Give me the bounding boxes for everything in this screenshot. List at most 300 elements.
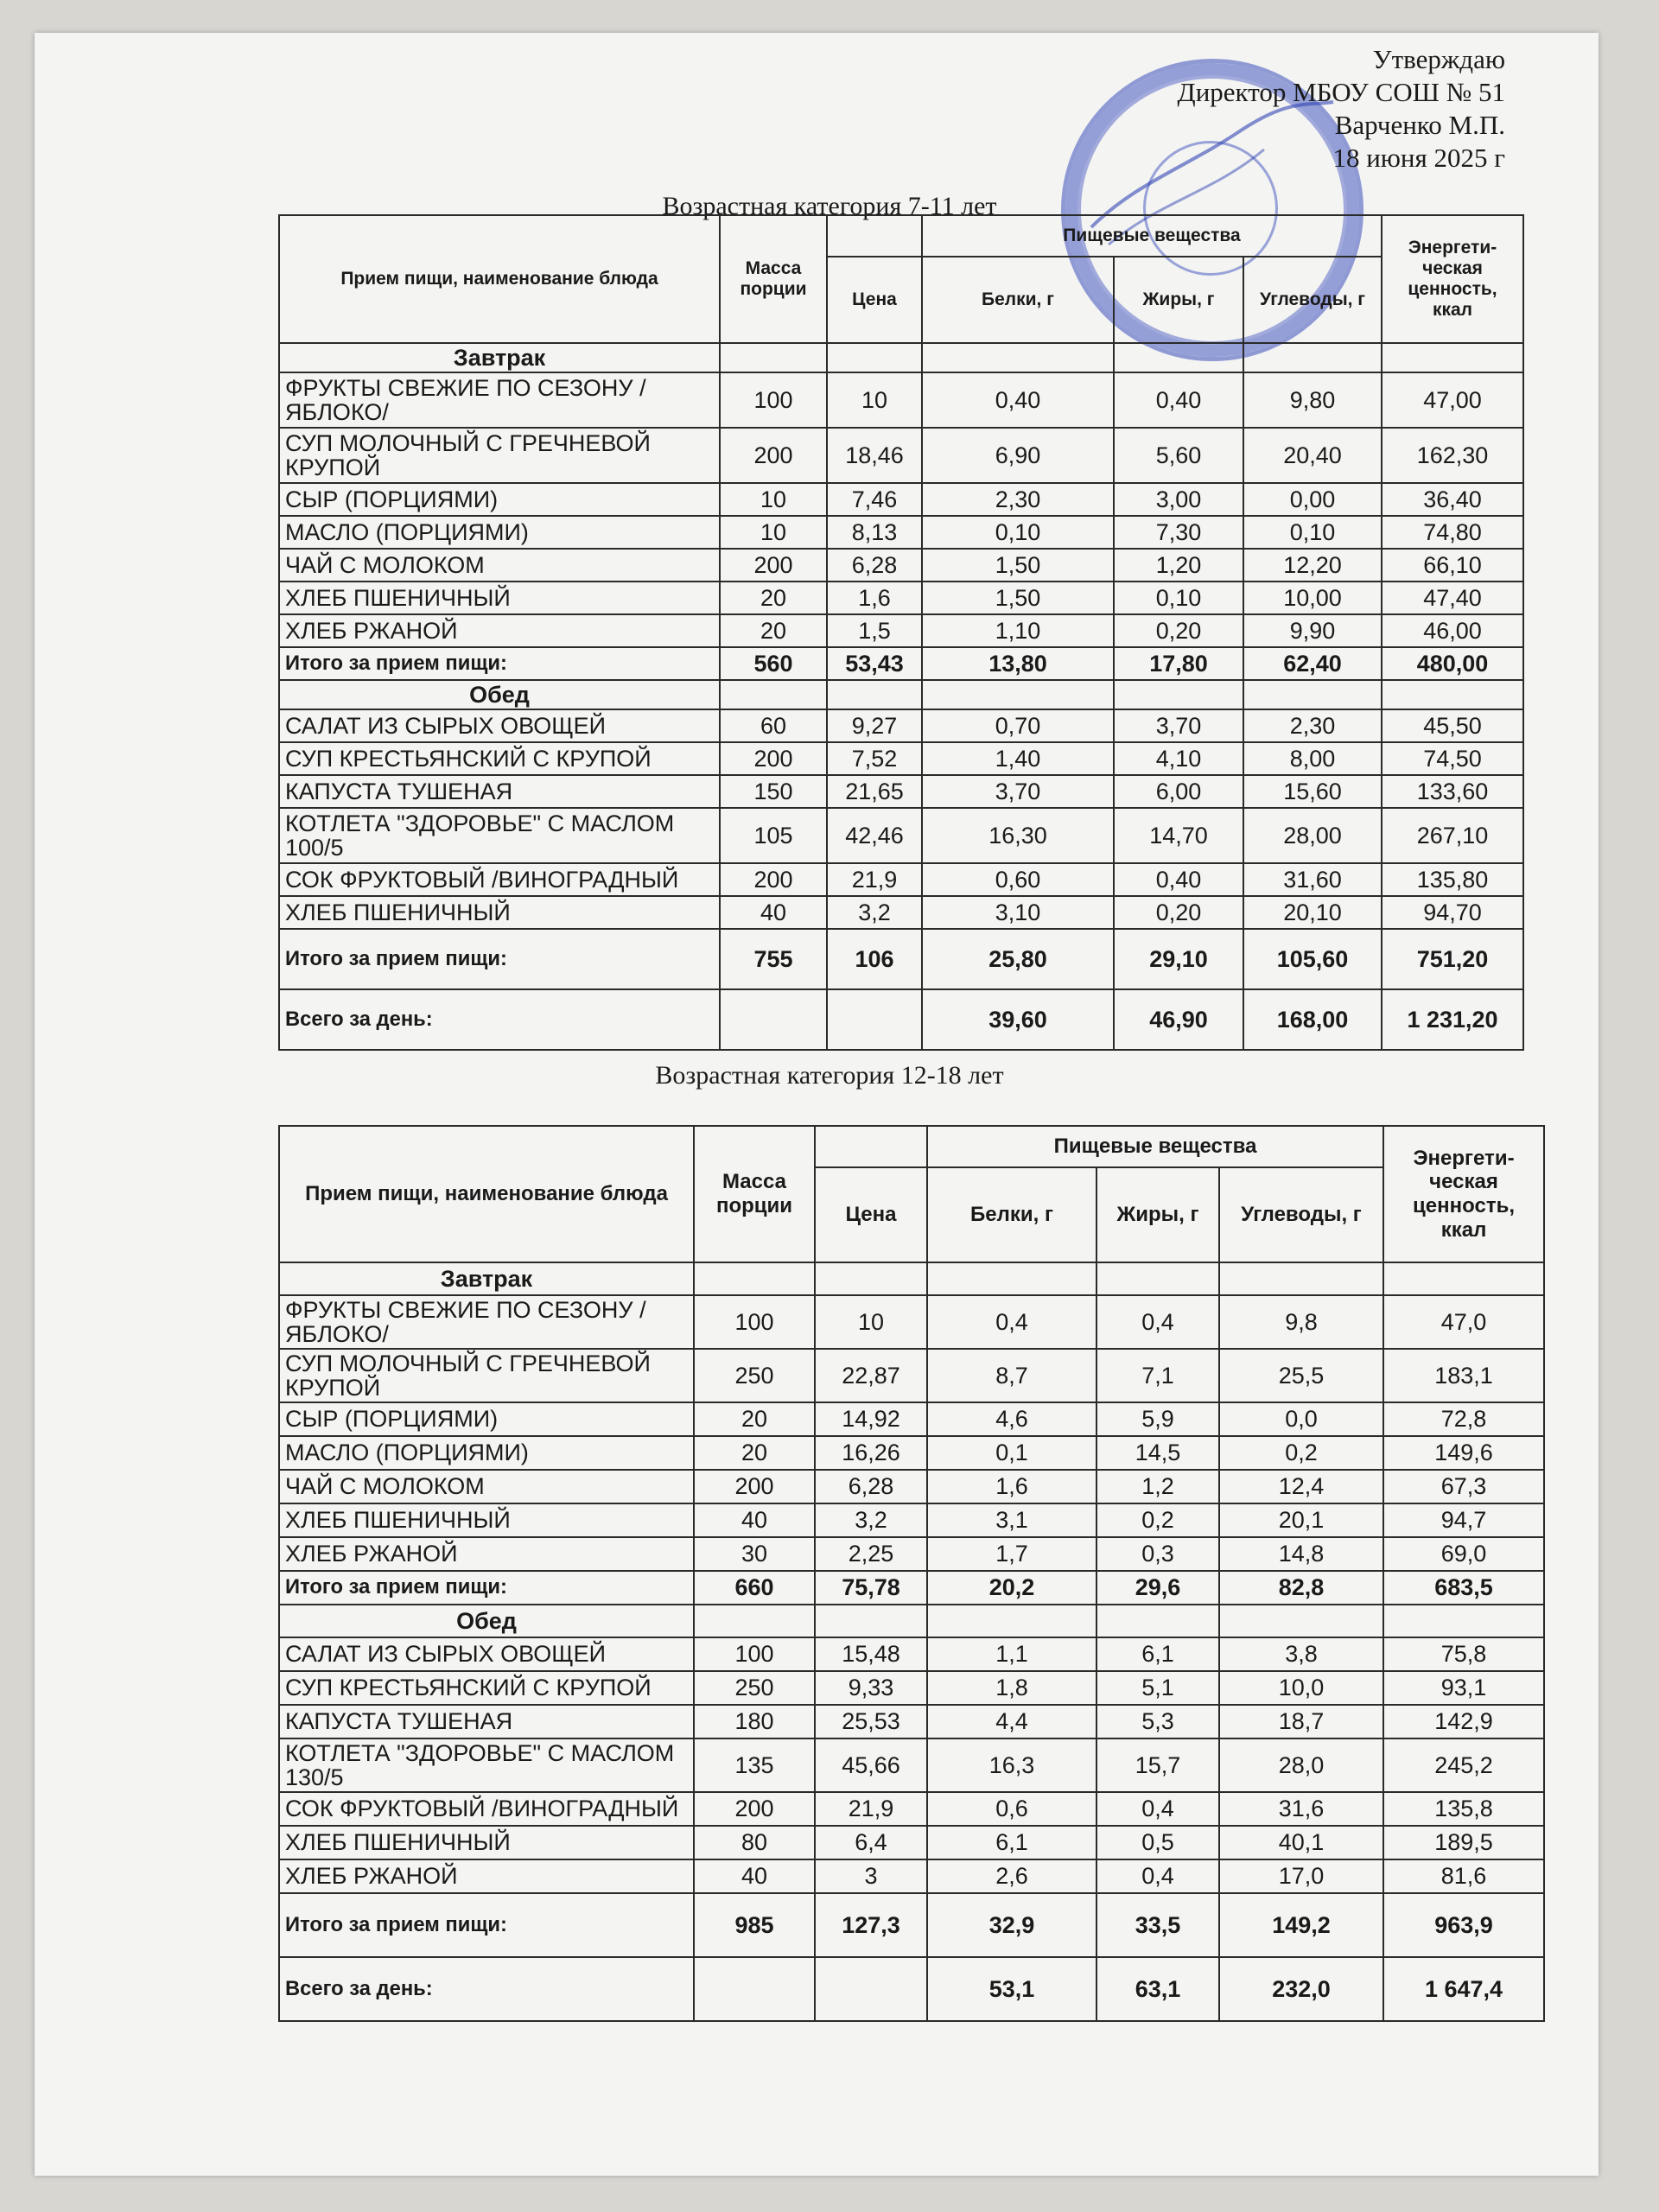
empty-cell [815, 1605, 927, 1637]
header-energy: Энергети-ческая ценность, ккал [1382, 215, 1523, 343]
empty-cell [815, 1262, 927, 1295]
cell-protein: 20,2 [927, 1571, 1096, 1605]
cell-carbs: 9,90 [1243, 614, 1382, 647]
cell-mass: 80 [694, 1826, 815, 1859]
cell-mass [694, 1957, 815, 2021]
cell-energy: 133,60 [1382, 775, 1523, 808]
cell-energy: 94,7 [1383, 1503, 1544, 1537]
cell-fat: 15,7 [1096, 1738, 1219, 1792]
dish-row [279, 1295, 1544, 1349]
cell-price: 1,5 [827, 614, 922, 647]
meal-section-title: Обед [279, 1605, 694, 1637]
cell-protein: 0,60 [922, 863, 1114, 896]
cell-protein: 0,10 [922, 516, 1114, 549]
cell-price: 3,2 [827, 896, 922, 929]
cell-price [827, 989, 922, 1050]
cell-carbs: 168,00 [1243, 989, 1382, 1050]
dish-row [279, 372, 1523, 428]
dish-row [279, 516, 1523, 549]
dish-row [279, 775, 1523, 808]
cell-fat: 46,90 [1114, 989, 1243, 1050]
cell-energy: 751,20 [1382, 929, 1523, 989]
dish-row [279, 614, 1523, 647]
cell-carbs: 82,8 [1219, 1571, 1383, 1605]
cell-fat: 0,40 [1114, 863, 1243, 896]
cell-mass: 105 [720, 808, 827, 863]
cell-carbs: 9,80 [1243, 372, 1382, 428]
header-mass: Масса порции [720, 215, 827, 343]
day-total-row [279, 989, 1523, 1050]
empty-cell [1383, 1605, 1544, 1637]
cell-mass: 20 [720, 582, 827, 614]
cell-protein: 0,1 [927, 1436, 1096, 1470]
dish-row [279, 1503, 1544, 1537]
cell-fat: 14,70 [1114, 808, 1243, 863]
cell-energy: 480,00 [1382, 647, 1523, 680]
cell-name: МАСЛО (ПОРЦИЯМИ) [279, 1436, 694, 1470]
cell-price: 6,28 [815, 1470, 927, 1503]
dish-row [279, 483, 1523, 516]
cell-fat: 3,00 [1114, 483, 1243, 516]
empty-cell [1383, 1262, 1544, 1295]
cell-fat: 0,20 [1114, 614, 1243, 647]
cell-mass: 20 [694, 1436, 815, 1470]
header-name: Прием пищи, наименование блюда [279, 215, 720, 343]
cell-carbs: 232,0 [1219, 1957, 1383, 2021]
cell-energy: 47,40 [1382, 582, 1523, 614]
dish-row [279, 709, 1523, 742]
cell-energy: 67,3 [1383, 1470, 1544, 1503]
category-title-7-11: Возрастная категория 7-11 лет [662, 192, 997, 220]
cell-carbs: 25,5 [1219, 1349, 1383, 1402]
menu-body-12-18 [279, 1262, 1544, 2021]
approval-position: Директор МБОУ СОШ № 51 [1177, 77, 1505, 107]
cell-name: ХЛЕБ РЖАНОЙ [279, 614, 720, 647]
cell-mass: 40 [694, 1859, 815, 1893]
cell-name: ХЛЕБ ПШЕНИЧНЫЙ [279, 1826, 694, 1859]
cell-protein: 1,7 [927, 1537, 1096, 1571]
cell-price: 8,13 [827, 516, 922, 549]
header-blank [827, 215, 922, 257]
category-title-12-18: Возрастная категория 12-18 лет [655, 1061, 1004, 1090]
cell-energy: 72,8 [1383, 1402, 1544, 1436]
cell-carbs: 20,1 [1219, 1503, 1383, 1537]
cell-protein: 2,30 [922, 483, 1114, 516]
cell-energy: 74,80 [1382, 516, 1523, 549]
cell-energy: 47,00 [1382, 372, 1523, 428]
cell-protein: 2,6 [927, 1859, 1096, 1893]
cell-price: 16,26 [815, 1436, 927, 1470]
meal-section-row [279, 1605, 1544, 1637]
cell-name: САЛАТ ИЗ СЫРЫХ ОВОЩЕЙ [279, 709, 720, 742]
approval-signatory: Варченко М.П. [1334, 110, 1505, 140]
day-total-row [279, 1957, 1544, 2021]
cell-name: СЫР (ПОРЦИЯМИ) [279, 483, 720, 516]
cell-carbs: 0,0 [1219, 1402, 1383, 1436]
menu-table-12-18 [278, 1125, 1545, 2022]
cell-price: 6,28 [827, 549, 922, 582]
cell-carbs: 62,40 [1243, 647, 1382, 680]
cell-mass: 200 [720, 742, 827, 775]
empty-cell [1382, 680, 1523, 709]
cell-energy: 69,0 [1383, 1537, 1544, 1571]
meal-section-row [279, 680, 1523, 709]
empty-cell [1243, 343, 1382, 372]
meal-total-row [279, 647, 1523, 680]
cell-fat: 14,5 [1096, 1436, 1219, 1470]
cell-name: МАСЛО (ПОРЦИЯМИ) [279, 516, 720, 549]
cell-price: 75,78 [815, 1571, 927, 1605]
cell-protein: 1,1 [927, 1637, 1096, 1671]
header-price: Цена [827, 257, 922, 343]
header-fat: Жиры, г [1114, 257, 1243, 343]
cell-name: ФРУКТЫ СВЕЖИЕ ПО СЕЗОНУ /ЯБЛОКО/ [279, 1295, 694, 1349]
cell-energy: 66,10 [1382, 549, 1523, 582]
dish-row [279, 549, 1523, 582]
cell-carbs: 0,2 [1219, 1436, 1383, 1470]
dish-row [279, 1705, 1544, 1738]
cell-protein: 16,30 [922, 808, 1114, 863]
cell-energy: 74,50 [1382, 742, 1523, 775]
empty-cell [922, 680, 1114, 709]
dish-row [279, 863, 1523, 896]
cell-name: ХЛЕБ РЖАНОЙ [279, 1537, 694, 1571]
header-name: Прием пищи, наименование блюда [279, 1126, 694, 1262]
cell-protein: 1,40 [922, 742, 1114, 775]
cell-name: ЧАЙ С МОЛОКОМ [279, 549, 720, 582]
cell-mass: 100 [694, 1637, 815, 1671]
cell-energy: 963,9 [1383, 1893, 1544, 1957]
cell-fat: 7,30 [1114, 516, 1243, 549]
cell-protein: 53,1 [927, 1957, 1096, 2021]
meal-total-row [279, 1571, 1544, 1605]
cell-mass [720, 989, 827, 1050]
cell-price: 7,46 [827, 483, 922, 516]
cell-fat: 6,1 [1096, 1637, 1219, 1671]
empty-cell [1219, 1605, 1383, 1637]
cell-energy: 94,70 [1382, 896, 1523, 929]
cell-fat: 17,80 [1114, 647, 1243, 680]
approval-line: Утверждаю [1372, 44, 1505, 74]
cell-name: КОТЛЕТА "ЗДОРОВЬЕ" С МАСЛОМ 130/5 [279, 1738, 694, 1792]
cell-name: СОК ФРУКТОВЫЙ /ВИНОГРАДНЫЙ [279, 1792, 694, 1826]
dish-row [279, 1537, 1544, 1571]
cell-price: 10 [827, 372, 922, 428]
cell-name: СУП МОЛОЧНЫЙ С ГРЕЧНЕВОЙ КРУПОЙ [279, 428, 720, 483]
cell-protein: 0,6 [927, 1792, 1096, 1826]
cell-energy: 75,8 [1383, 1637, 1544, 1671]
cell-carbs: 105,60 [1243, 929, 1382, 989]
cell-mass: 985 [694, 1893, 815, 1957]
cell-protein: 25,80 [922, 929, 1114, 989]
cell-mass: 60 [720, 709, 827, 742]
cell-carbs: 31,6 [1219, 1792, 1383, 1826]
cell-carbs: 2,30 [1243, 709, 1382, 742]
cell-fat: 7,1 [1096, 1349, 1219, 1402]
cell-carbs: 8,00 [1243, 742, 1382, 775]
cell-protein: 6,1 [927, 1826, 1096, 1859]
cell-protein: 16,3 [927, 1738, 1096, 1792]
cell-mass: 20 [694, 1402, 815, 1436]
cell-price: 22,87 [815, 1349, 927, 1402]
empty-cell [1114, 680, 1243, 709]
meal-section-title: Завтрак [279, 1262, 694, 1295]
header-price: Цена [815, 1167, 927, 1262]
cell-price: 3,2 [815, 1503, 927, 1537]
cell-price: 25,53 [815, 1705, 927, 1738]
dish-row [279, 1859, 1544, 1893]
cell-energy: 267,10 [1382, 808, 1523, 863]
cell-energy: 149,6 [1383, 1436, 1544, 1470]
cell-price: 106 [827, 929, 922, 989]
cell-price: 53,43 [827, 647, 922, 680]
cell-energy: 93,1 [1383, 1671, 1544, 1705]
dish-row [279, 808, 1523, 863]
cell-protein: 3,1 [927, 1503, 1096, 1537]
cell-carbs: 12,4 [1219, 1470, 1383, 1503]
header-nutrients: Пищевые вещества [922, 215, 1382, 257]
cell-energy: 81,6 [1383, 1859, 1544, 1893]
cell-carbs: 20,10 [1243, 896, 1382, 929]
cell-name: СЫР (ПОРЦИЯМИ) [279, 1402, 694, 1436]
menu-table-7-11 [278, 214, 1524, 1051]
cell-energy: 162,30 [1382, 428, 1523, 483]
cell-fat: 5,60 [1114, 428, 1243, 483]
meal-total-row [279, 1893, 1544, 1957]
cell-energy: 683,5 [1383, 1571, 1544, 1605]
header-protein: Белки, г [927, 1167, 1096, 1262]
cell-energy: 135,80 [1382, 863, 1523, 896]
cell-name: Итого за прием пищи: [279, 1893, 694, 1957]
cell-fat: 33,5 [1096, 1893, 1219, 1957]
cell-energy: 189,5 [1383, 1826, 1544, 1859]
meal-section-title: Завтрак [279, 343, 720, 372]
cell-name: СУП МОЛОЧНЫЙ С ГРЕЧНЕВОЙ КРУПОЙ [279, 1349, 694, 1402]
cell-energy: 245,2 [1383, 1738, 1544, 1792]
dish-row [279, 1792, 1544, 1826]
empty-cell [1096, 1262, 1219, 1295]
menu-body-7-11 [279, 343, 1523, 1050]
cell-name: ХЛЕБ РЖАНОЙ [279, 1859, 694, 1893]
cell-carbs: 10,0 [1219, 1671, 1383, 1705]
cell-mass: 200 [720, 549, 827, 582]
cell-protein: 8,7 [927, 1349, 1096, 1402]
dish-row [279, 742, 1523, 775]
empty-cell [694, 1262, 815, 1295]
cell-protein: 4,4 [927, 1705, 1096, 1738]
cell-fat: 63,1 [1096, 1957, 1219, 2021]
cell-name: КАПУСТА ТУШЕНАЯ [279, 1705, 694, 1738]
cell-protein: 6,90 [922, 428, 1114, 483]
cell-mass: 10 [720, 516, 827, 549]
cell-mass: 100 [720, 372, 827, 428]
cell-mass: 135 [694, 1738, 815, 1792]
cell-fat: 29,6 [1096, 1571, 1219, 1605]
empty-cell [1219, 1262, 1383, 1295]
empty-cell [1382, 343, 1523, 372]
approval-block [1178, 43, 1505, 175]
cell-protein: 4,6 [927, 1402, 1096, 1436]
empty-cell [720, 343, 827, 372]
empty-cell [720, 680, 827, 709]
cell-fat: 0,40 [1114, 372, 1243, 428]
header-carbs: Углеводы, г [1243, 257, 1382, 343]
cell-mass: 560 [720, 647, 827, 680]
header-energy: Энергети-ческая ценность, ккал [1383, 1126, 1544, 1262]
cell-fat: 1,20 [1114, 549, 1243, 582]
cell-price: 15,48 [815, 1637, 927, 1671]
meal-section-row [279, 1262, 1544, 1295]
header-carbs: Углеводы, г [1219, 1167, 1383, 1262]
cell-fat: 5,3 [1096, 1705, 1219, 1738]
cell-carbs: 40,1 [1219, 1826, 1383, 1859]
cell-protein: 0,4 [927, 1295, 1096, 1349]
cell-name: ХЛЕБ ПШЕНИЧНЫЙ [279, 1503, 694, 1537]
empty-cell [827, 343, 922, 372]
cell-carbs: 12,20 [1243, 549, 1382, 582]
cell-protein: 1,6 [927, 1470, 1096, 1503]
cell-fat: 0,10 [1114, 582, 1243, 614]
meal-total-row [279, 929, 1523, 989]
meal-section-title: Обед [279, 680, 720, 709]
cell-protein: 1,8 [927, 1671, 1096, 1705]
empty-cell [1096, 1605, 1219, 1637]
cell-carbs: 18,7 [1219, 1705, 1383, 1738]
dish-row [279, 1436, 1544, 1470]
cell-price: 127,3 [815, 1893, 927, 1957]
cell-name: КАПУСТА ТУШЕНАЯ [279, 775, 720, 808]
cell-name: Всего за день: [279, 1957, 694, 2021]
cell-carbs: 28,0 [1219, 1738, 1383, 1792]
cell-price: 7,52 [827, 742, 922, 775]
cell-price: 45,66 [815, 1738, 927, 1792]
cell-fat: 4,10 [1114, 742, 1243, 775]
cell-carbs: 0,00 [1243, 483, 1382, 516]
cell-mass: 180 [694, 1705, 815, 1738]
cell-price: 10 [815, 1295, 927, 1349]
cell-mass: 250 [694, 1671, 815, 1705]
empty-cell [827, 680, 922, 709]
cell-mass: 755 [720, 929, 827, 989]
cell-protein: 1,50 [922, 582, 1114, 614]
cell-energy: 36,40 [1382, 483, 1523, 516]
cell-name: Итого за прием пищи: [279, 929, 720, 989]
cell-fat: 0,20 [1114, 896, 1243, 929]
dish-row [279, 428, 1523, 483]
cell-price: 6,4 [815, 1826, 927, 1859]
cell-mass: 200 [694, 1792, 815, 1826]
dish-row [279, 896, 1523, 929]
cell-energy: 135,8 [1383, 1792, 1544, 1826]
cell-protein: 0,70 [922, 709, 1114, 742]
cell-carbs: 20,40 [1243, 428, 1382, 483]
header-mass: Масса порции [694, 1126, 815, 1262]
cell-fat: 0,2 [1096, 1503, 1219, 1537]
empty-cell [927, 1605, 1096, 1637]
cell-name: ФРУКТЫ СВЕЖИЕ ПО СЕЗОНУ /ЯБЛОКО/ [279, 372, 720, 428]
cell-protein: 32,9 [927, 1893, 1096, 1957]
cell-name: ЧАЙ С МОЛОКОМ [279, 1470, 694, 1503]
dish-row [279, 1402, 1544, 1436]
cell-protein: 1,10 [922, 614, 1114, 647]
cell-fat: 0,5 [1096, 1826, 1219, 1859]
cell-price: 14,92 [815, 1402, 927, 1436]
cell-fat: 3,70 [1114, 709, 1243, 742]
cell-protein: 0,40 [922, 372, 1114, 428]
cell-name: Итого за прием пищи: [279, 647, 720, 680]
dish-row [279, 1671, 1544, 1705]
header-nutrients: Пищевые вещества [927, 1126, 1383, 1167]
cell-price: 21,9 [815, 1792, 927, 1826]
cell-energy: 1 647,4 [1383, 1957, 1544, 2021]
cell-price: 3 [815, 1859, 927, 1893]
cell-mass: 250 [694, 1349, 815, 1402]
dish-row [279, 1738, 1544, 1792]
cell-price: 18,46 [827, 428, 922, 483]
cell-name: СОК ФРУКТОВЫЙ /ВИНОГРАДНЫЙ [279, 863, 720, 896]
cell-protein: 39,60 [922, 989, 1114, 1050]
header-fat: Жиры, г [1096, 1167, 1219, 1262]
cell-carbs: 15,60 [1243, 775, 1382, 808]
approval-date: 18 июня 2025 г [1332, 143, 1505, 173]
cell-fat: 6,00 [1114, 775, 1243, 808]
cell-carbs: 3,8 [1219, 1637, 1383, 1671]
meal-section-row [279, 343, 1523, 372]
cell-energy: 183,1 [1383, 1349, 1544, 1402]
cell-mass: 660 [694, 1571, 815, 1605]
cell-carbs: 28,00 [1243, 808, 1382, 863]
cell-protein: 3,70 [922, 775, 1114, 808]
cell-protein: 13,80 [922, 647, 1114, 680]
cell-energy: 46,00 [1382, 614, 1523, 647]
cell-energy: 1 231,20 [1382, 989, 1523, 1050]
cell-fat: 5,9 [1096, 1402, 1219, 1436]
cell-mass: 100 [694, 1295, 815, 1349]
cell-price [815, 1957, 927, 2021]
cell-carbs: 149,2 [1219, 1893, 1383, 1957]
cell-carbs: 9,8 [1219, 1295, 1383, 1349]
cell-price: 21,65 [827, 775, 922, 808]
cell-fat: 0,4 [1096, 1792, 1219, 1826]
cell-mass: 200 [720, 863, 827, 896]
empty-cell [927, 1262, 1096, 1295]
cell-price: 42,46 [827, 808, 922, 863]
dish-row [279, 1349, 1544, 1402]
cell-protein: 1,50 [922, 549, 1114, 582]
cell-mass: 200 [720, 428, 827, 483]
dish-row [279, 582, 1523, 614]
cell-fat: 0,3 [1096, 1537, 1219, 1571]
dish-row [279, 1470, 1544, 1503]
cell-carbs: 10,00 [1243, 582, 1382, 614]
cell-mass: 40 [694, 1503, 815, 1537]
cell-carbs: 31,60 [1243, 863, 1382, 896]
cell-name: СУП КРЕСТЬЯНСКИЙ С КРУПОЙ [279, 742, 720, 775]
cell-energy: 45,50 [1382, 709, 1523, 742]
cell-name: ХЛЕБ ПШЕНИЧНЫЙ [279, 582, 720, 614]
cell-name: Итого за прием пищи: [279, 1571, 694, 1605]
empty-cell [694, 1605, 815, 1637]
cell-energy: 47,0 [1383, 1295, 1544, 1349]
cell-name: Всего за день: [279, 989, 720, 1050]
cell-fat: 0,4 [1096, 1295, 1219, 1349]
cell-mass: 10 [720, 483, 827, 516]
cell-mass: 30 [694, 1537, 815, 1571]
dish-row [279, 1637, 1544, 1671]
cell-energy: 142,9 [1383, 1705, 1544, 1738]
empty-cell [1243, 680, 1382, 709]
empty-cell [1114, 343, 1243, 372]
